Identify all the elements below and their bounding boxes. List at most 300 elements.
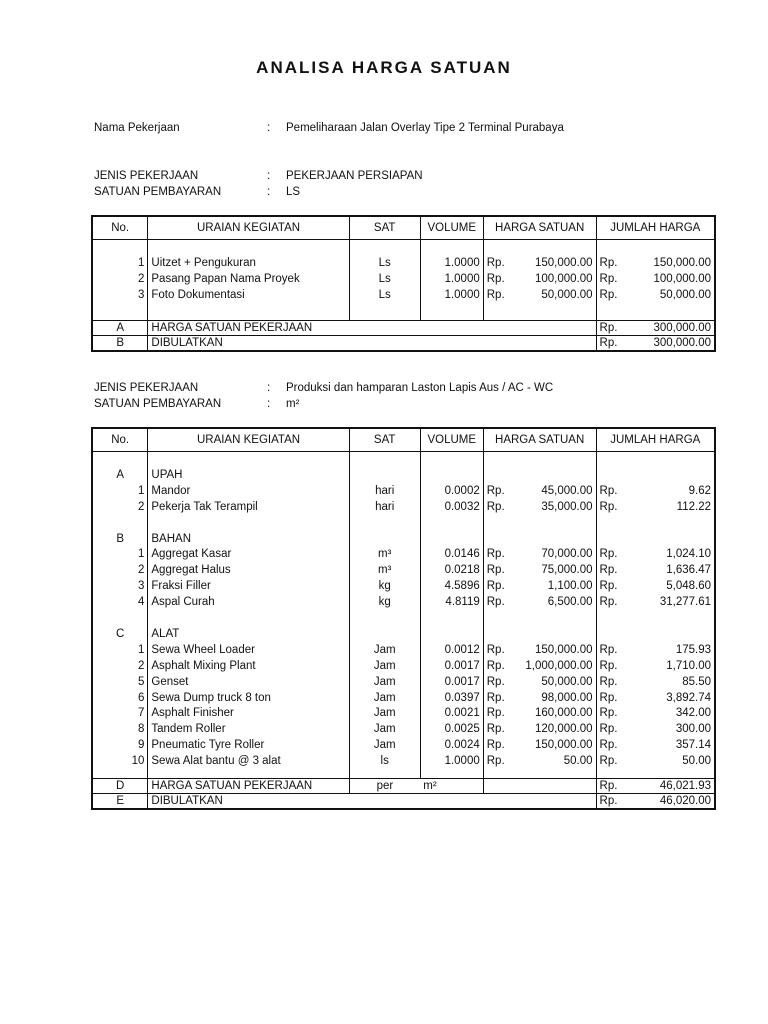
colon: :	[267, 170, 271, 182]
empty-cell	[92, 452, 148, 468]
empty-cell	[349, 627, 420, 643]
item-jumlah-harga-value: 9.62	[688, 484, 711, 497]
item-harga-satuan-value: 1,000,000.00	[525, 659, 593, 672]
summary-label: HARGA SATUAN PEKERJAAN	[148, 320, 596, 335]
item-jumlah-harga	[596, 579, 715, 595]
item-jumlah-harga-value: 3,892.74	[666, 691, 711, 704]
currency-label: Rp.	[599, 564, 618, 577]
table-row	[92, 691, 715, 707]
empty-cell	[483, 532, 596, 548]
item-sat: Jam	[349, 659, 420, 675]
empty-cell	[349, 611, 420, 627]
item-volume: 1.0000	[420, 256, 483, 272]
item-jumlah-harga-value: 31,277.61	[659, 596, 711, 609]
empty-cell	[148, 304, 349, 320]
empty-cell	[596, 240, 715, 256]
item-jumlah-harga-value: 50.00	[682, 755, 711, 768]
item-sat: Ls	[349, 256, 420, 272]
blank-row	[92, 611, 715, 627]
item-harga-satuan-value: 45,000.00	[541, 484, 593, 497]
colon: :	[267, 122, 271, 134]
item-jumlah-harga-value: 100,000.00	[653, 272, 711, 285]
item-harga-satuan	[483, 256, 596, 272]
item-no: 2	[92, 563, 148, 579]
item-no: 5	[92, 675, 148, 691]
empty-cell	[349, 240, 420, 256]
empty-cell	[349, 452, 420, 468]
table-row	[92, 643, 715, 659]
item-jumlah-harga	[596, 659, 715, 675]
empty-cell	[483, 452, 596, 468]
currency-label: Rp.	[486, 723, 505, 736]
item-volume: 0.0017	[420, 659, 483, 675]
item-harga-satuan-value: 50,000.00	[541, 288, 593, 301]
empty-cell	[148, 452, 349, 468]
item-uraian: Pneumatic Tyre Roller	[148, 738, 349, 754]
group-code: C	[92, 627, 148, 643]
empty-cell	[420, 770, 483, 779]
item-sat: m³	[349, 563, 420, 579]
item-harga-satuan	[483, 738, 596, 754]
item-no: 3	[92, 579, 148, 595]
summary-jumlah	[596, 794, 715, 810]
item-harga-satuan	[483, 659, 596, 675]
table-row	[92, 256, 715, 272]
item-harga-satuan-value: 160,000.00	[534, 707, 593, 720]
currency-label: Rp.	[599, 691, 618, 704]
currency-label: Rp.	[486, 288, 505, 301]
item-uraian: Aggregat Halus	[148, 563, 349, 579]
table-row	[92, 595, 715, 611]
group-row	[92, 532, 715, 548]
item-sat: kg	[349, 595, 420, 611]
item-uraian: Sewa Dump truck 8 ton	[148, 691, 349, 707]
group-name: BAHAN	[148, 532, 349, 548]
currency-label: Rp.	[599, 780, 618, 793]
empty-cell	[483, 627, 596, 643]
group-code: A	[92, 468, 148, 484]
summary-label: DIBULATKAN	[148, 335, 596, 351]
empty-cell	[148, 770, 349, 779]
jenis-pekerjaan-value: PEKERJAAN PERSIAPAN	[286, 170, 423, 182]
empty-cell	[148, 240, 349, 256]
group-row	[92, 627, 715, 643]
header-sat: SAT	[349, 428, 420, 452]
currency-label: Rp.	[486, 564, 505, 577]
satuan-pembayaran-label: SATUAN PEMBAYARAN	[94, 397, 222, 410]
currency-label: Rp.	[486, 596, 505, 609]
item-jumlah-harga-value: 85.50	[682, 675, 711, 688]
satuan-pembayaran-label: SATUAN PEMBAYARAN	[94, 185, 222, 198]
satuan-pembayaran-value: m²	[286, 397, 300, 410]
header-volume: VOLUME	[420, 428, 483, 452]
item-uraian: Asphalt Mixing Plant	[148, 659, 349, 675]
item-volume: 0.0024	[420, 738, 483, 754]
item-harga-satuan	[483, 595, 596, 611]
item-jumlah-harga	[596, 500, 715, 516]
currency-label: Rp.	[599, 755, 618, 768]
currency-label: Rp.	[486, 272, 505, 285]
item-sat: Ls	[349, 288, 420, 304]
item-no: 3	[92, 288, 148, 304]
item-uraian: Mandor	[148, 484, 349, 500]
table-row	[92, 500, 715, 516]
currency-label: Rp.	[486, 643, 505, 656]
item-harga-satuan-value: 6,500.00	[547, 596, 593, 609]
colon: :	[267, 397, 271, 410]
item-uraian: Uitzet + Pengukuran	[148, 256, 349, 272]
empty-cell	[92, 516, 148, 532]
jenis-pekerjaan-label: JENIS PEKERJAAN	[94, 170, 199, 182]
table-row	[92, 547, 715, 563]
item-jumlah-harga-value: 342.00	[675, 707, 711, 720]
item-no: 2	[92, 500, 148, 516]
summary-jumlah	[596, 335, 715, 351]
item-sat: Ls	[349, 272, 420, 288]
nama-pekerjaan-value: Pemeliharaan Jalan Overlay Tipe 2 Terminal Purabaya	[286, 122, 564, 134]
empty-cell	[483, 516, 596, 532]
currency-label: Rp.	[599, 336, 618, 349]
empty-cell	[92, 240, 148, 256]
header-uraian: URAIAN KEGIATAN	[148, 428, 349, 452]
header-uraian: URAIAN KEGIATAN	[148, 216, 349, 240]
item-volume: 4.8119	[420, 595, 483, 611]
header-harga-satuan: HARGA SATUAN	[483, 216, 596, 240]
item-jumlah-harga-value: 50,000.00	[659, 288, 711, 301]
item-jumlah-harga	[596, 738, 715, 754]
item-harga-satuan	[483, 563, 596, 579]
item-harga-satuan-value: 70,000.00	[541, 548, 593, 561]
item-no: 7	[92, 706, 148, 722]
table-row	[92, 288, 715, 304]
item-uraian: Sewa Alat bantu @ 3 alat	[148, 754, 349, 770]
header-jumlah-harga: JUMLAH HARGA	[596, 428, 715, 452]
empty-cell	[483, 779, 596, 794]
item-uraian: Pasang Papan Nama Proyek	[148, 272, 349, 288]
item-volume: 0.0002	[420, 484, 483, 500]
colon: :	[267, 185, 271, 198]
item-jumlah-harga-value: 1,024.10	[666, 548, 711, 561]
group-name: ALAT	[148, 627, 349, 643]
item-no: 6	[92, 691, 148, 707]
item-jumlah-harga	[596, 722, 715, 738]
item-harga-satuan-value: 100,000.00	[534, 272, 593, 285]
item-harga-satuan	[483, 484, 596, 500]
item-jumlah-harga-value: 300.00	[675, 723, 711, 736]
item-volume: 0.0025	[420, 722, 483, 738]
item-sat: hari	[349, 484, 420, 500]
currency-label: Rp.	[486, 691, 505, 704]
currency-label: Rp.	[599, 580, 618, 593]
header-volume: VOLUME	[420, 216, 483, 240]
item-jumlah-harga	[596, 643, 715, 659]
item-uraian: Asphalt Finisher	[148, 706, 349, 722]
item-harga-satuan	[483, 722, 596, 738]
item-volume: 1.0000	[420, 754, 483, 770]
currency-label: Rp.	[486, 548, 505, 561]
item-jumlah-harga	[596, 691, 715, 707]
item-harga-satuan	[483, 579, 596, 595]
currency-label: Rp.	[599, 659, 618, 672]
item-jumlah-harga-value: 1,710.00	[666, 659, 711, 672]
empty-cell	[420, 468, 483, 484]
page-title: ANALISA HARGA SATUAN	[256, 58, 512, 77]
blank-row	[92, 770, 715, 779]
item-uraian: Aggregat Kasar	[148, 547, 349, 563]
empty-cell	[483, 468, 596, 484]
currency-label: Rp.	[599, 723, 618, 736]
currency-label: Rp.	[486, 256, 505, 269]
empty-cell	[92, 611, 148, 627]
item-sat: Jam	[349, 643, 420, 659]
empty-cell	[483, 240, 596, 256]
summary-code: B	[92, 335, 148, 351]
currency-label: Rp.	[599, 596, 618, 609]
table-header-row	[92, 428, 715, 452]
table-header-row	[92, 216, 715, 240]
currency-label: Rp.	[599, 795, 618, 808]
item-harga-satuan	[483, 643, 596, 659]
empty-cell	[148, 516, 349, 532]
summary-code: D	[92, 779, 148, 794]
item-harga-satuan	[483, 500, 596, 516]
colon: :	[267, 382, 271, 394]
empty-cell	[483, 611, 596, 627]
item-jumlah-harga	[596, 484, 715, 500]
empty-cell	[596, 452, 715, 468]
jenis-pekerjaan-label: JENIS PEKERJAAN	[94, 382, 199, 394]
item-harga-satuan	[483, 272, 596, 288]
item-no: 10	[92, 754, 148, 770]
group-code: B	[92, 532, 148, 548]
item-harga-satuan-value: 120,000.00	[534, 723, 593, 736]
item-volume: 0.0012	[420, 643, 483, 659]
item-jumlah-harga-value: 175.93	[675, 643, 711, 656]
currency-label: Rp.	[486, 500, 505, 513]
item-no: 8	[92, 722, 148, 738]
currency-label: Rp.	[486, 580, 505, 593]
item-volume: 1.0000	[420, 288, 483, 304]
item-jumlah-harga	[596, 272, 715, 288]
item-volume: 0.0032	[420, 500, 483, 516]
item-volume: 0.0017	[420, 675, 483, 691]
empty-cell	[596, 304, 715, 320]
item-harga-satuan	[483, 754, 596, 770]
summary-jumlah-value: 46,021.93	[659, 780, 711, 793]
header-no: No.	[92, 216, 148, 240]
blank-row	[92, 304, 715, 320]
item-no: 1	[92, 547, 148, 563]
empty-cell	[420, 304, 483, 320]
item-sat: Jam	[349, 722, 420, 738]
item-jumlah-harga	[596, 288, 715, 304]
table-row	[92, 484, 715, 500]
item-uraian: Genset	[148, 675, 349, 691]
table-row	[92, 706, 715, 722]
table-row	[92, 675, 715, 691]
empty-cell	[420, 611, 483, 627]
empty-cell	[148, 611, 349, 627]
empty-cell	[596, 770, 715, 779]
empty-cell	[92, 304, 148, 320]
summary-label: HARGA SATUAN PEKERJAAN	[148, 779, 349, 794]
item-sat: Jam	[349, 691, 420, 707]
item-volume: 0.0397	[420, 691, 483, 707]
satuan-pembayaran-value: LS	[286, 185, 301, 198]
table-row	[92, 579, 715, 595]
currency-label: Rp.	[599, 256, 618, 269]
summary-code: A	[92, 320, 148, 335]
currency-label: Rp.	[486, 707, 505, 720]
summary-row	[92, 779, 715, 794]
blank-row	[92, 452, 715, 468]
table-row	[92, 722, 715, 738]
item-no: 2	[92, 272, 148, 288]
item-sat: m³	[349, 547, 420, 563]
header-jumlah-harga: JUMLAH HARGA	[596, 216, 715, 240]
item-volume: 0.0021	[420, 706, 483, 722]
item-volume: 0.0218	[420, 563, 483, 579]
item-jumlah-harga	[596, 595, 715, 611]
summary-jumlah-value: 46,020.00	[659, 795, 711, 808]
item-harga-satuan-value: 1,100.00	[547, 580, 593, 593]
summary-row	[92, 794, 715, 810]
blank-row	[92, 240, 715, 256]
item-sat: Jam	[349, 675, 420, 691]
currency-label: Rp.	[599, 500, 618, 513]
currency-label: Rp.	[599, 548, 618, 561]
item-harga-satuan-value: 35,000.00	[541, 500, 593, 513]
item-volume: 1.0000	[420, 272, 483, 288]
currency-label: Rp.	[599, 272, 618, 285]
table-laston	[91, 427, 716, 810]
item-uraian: Fraksi Filler	[148, 579, 349, 595]
summary-jumlah-value: 300,000.00	[653, 336, 711, 349]
jenis-pekerjaan-value: Produksi dan hamparan Laston Lapis Aus / AC - WC	[286, 382, 554, 394]
item-harga-satuan-value: 150,000.00	[534, 643, 593, 656]
empty-cell	[420, 627, 483, 643]
empty-cell	[420, 240, 483, 256]
item-harga-satuan-value: 150,000.00	[534, 256, 593, 269]
empty-cell	[596, 627, 715, 643]
currency-label: Rp.	[599, 739, 618, 752]
empty-cell	[349, 304, 420, 320]
empty-cell	[349, 532, 420, 548]
empty-cell	[596, 468, 715, 484]
nama-pekerjaan-label: Nama Pekerjaan	[94, 122, 180, 134]
empty-cell	[483, 770, 596, 779]
item-jumlah-harga-value: 112.22	[676, 500, 711, 513]
item-jumlah-harga	[596, 754, 715, 770]
currency-label: Rp.	[599, 643, 618, 656]
item-jumlah-harga	[596, 706, 715, 722]
item-harga-satuan-value: 75,000.00	[541, 564, 593, 577]
currency-label: Rp.	[599, 675, 618, 688]
item-harga-satuan-value: 50.00	[563, 755, 593, 768]
item-jumlah-harga-value: 357.14	[675, 739, 711, 752]
summary-row	[92, 320, 715, 335]
empty-cell	[349, 516, 420, 532]
item-harga-satuan	[483, 691, 596, 707]
summary-row	[92, 335, 715, 351]
item-uraian: Foto Dokumentasi	[148, 288, 349, 304]
item-harga-satuan	[483, 547, 596, 563]
table-row	[92, 272, 715, 288]
group-row	[92, 468, 715, 484]
item-harga-satuan	[483, 675, 596, 691]
item-jumlah-harga	[596, 675, 715, 691]
summary-unit: m²	[420, 779, 483, 794]
currency-label: Rp.	[486, 659, 505, 672]
item-sat: Jam	[349, 738, 420, 754]
item-harga-satuan-value: 98,000.00	[541, 691, 593, 704]
item-jumlah-harga	[596, 547, 715, 563]
summary-jumlah-value: 300,000.00	[653, 321, 711, 334]
currency-label: Rp.	[599, 707, 618, 720]
empty-cell	[596, 611, 715, 627]
item-sat: ls	[349, 754, 420, 770]
currency-label: Rp.	[599, 484, 618, 497]
table-row	[92, 738, 715, 754]
header-harga-satuan: HARGA SATUAN	[483, 428, 596, 452]
item-uraian: Pekerja Tak Terampil	[148, 500, 349, 516]
item-jumlah-harga-value: 1,636.47	[666, 564, 711, 577]
item-volume: 0.0146	[420, 547, 483, 563]
item-uraian: Aspal Curah	[148, 595, 349, 611]
empty-cell	[596, 516, 715, 532]
item-jumlah-harga-value: 150,000.00	[653, 256, 711, 269]
empty-cell	[596, 532, 715, 548]
item-no: 1	[92, 256, 148, 272]
empty-cell	[420, 516, 483, 532]
header-no: No.	[92, 428, 148, 452]
empty-cell	[92, 770, 148, 779]
item-no: 9	[92, 738, 148, 754]
item-jumlah-harga	[596, 256, 715, 272]
table-row	[92, 563, 715, 579]
item-harga-satuan-value: 50,000.00	[541, 675, 593, 688]
currency-label: Rp.	[599, 321, 618, 334]
table-row	[92, 754, 715, 770]
item-sat: hari	[349, 500, 420, 516]
currency-label: Rp.	[486, 755, 505, 768]
item-no: 2	[92, 659, 148, 675]
item-no: 1	[92, 484, 148, 500]
summary-label: DIBULATKAN	[148, 794, 596, 810]
item-harga-satuan-value: 150,000.00	[534, 739, 593, 752]
summary-code: E	[92, 794, 148, 810]
group-name: UPAH	[148, 468, 349, 484]
summary-jumlah	[596, 779, 715, 794]
item-no: 1	[92, 643, 148, 659]
item-uraian: Tandem Roller	[148, 722, 349, 738]
empty-cell	[483, 304, 596, 320]
item-volume: 4.5896	[420, 579, 483, 595]
empty-cell	[420, 452, 483, 468]
empty-cell	[349, 770, 420, 779]
item-harga-satuan	[483, 706, 596, 722]
item-no: 4	[92, 595, 148, 611]
currency-label: Rp.	[486, 484, 505, 497]
item-harga-satuan	[483, 288, 596, 304]
table-row	[92, 659, 715, 675]
summary-jumlah	[596, 320, 715, 335]
currency-label: Rp.	[599, 288, 618, 301]
currency-label: Rp.	[486, 739, 505, 752]
blank-row	[92, 516, 715, 532]
item-uraian: Sewa Wheel Loader	[148, 643, 349, 659]
empty-cell	[420, 532, 483, 548]
